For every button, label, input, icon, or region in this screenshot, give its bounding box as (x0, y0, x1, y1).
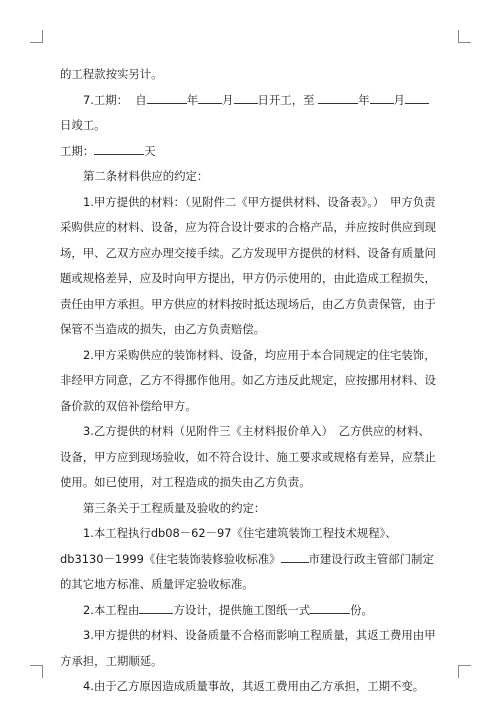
paragraph-article-2-item-3: 3.乙方提供的材料（见附件三《主材料报价单入） 乙方供应的材料、设备，甲方应到现场验收，如不符合设计、施工要求或规格有差异，应禁止使用。如已使用，对工程造成的损失由乙方负责。 (60, 424, 436, 489)
crop-mark-top-right (458, 30, 471, 43)
blank-duration-days[interactable] (94, 143, 144, 155)
blank-start-year[interactable] (147, 92, 187, 104)
paragraph-article-2-item-2: 2.甲方采购供应的装饰材料、设备，均应用于本合同规定的住宅装饰，非经甲方同意，乙方不得挪作他用。如乙方违反此规定，应按挪用材料、设备价款的双倍补偿给甲方。 (60, 347, 436, 413)
blank-copies[interactable] (310, 602, 350, 614)
crop-mark-top-left (30, 30, 43, 43)
schedule-label: 7.工期： (83, 92, 129, 107)
paragraph-duration: 工期： 天 (60, 143, 156, 158)
blank-standard[interactable] (281, 551, 309, 563)
paragraph-article-3-item-1: 1.本工程执行db08－62－97《住宅建筑装饰工程技术规程》、db3130－1999《住宅装饰装修验收标准》 市建设行政主管部门制定的其它地方标准、质量评定验收标准。 (60, 526, 434, 591)
blank-end-day[interactable] (405, 92, 429, 104)
paragraph-article-3-item-3: 3.甲方提供的材料、设备质量不合格而影响工程质量，其返工费用由甲方承担，工期顺延。 (60, 628, 436, 668)
heading-article-3: 第三条关于工程质量及验收的约定： (83, 500, 266, 515)
paragraph-article-3-item-2: 2.本工程由 方设计，提供施工图纸一式 份。 (83, 602, 373, 617)
blank-end-month[interactable] (370, 92, 394, 104)
crop-mark-bottom-right (458, 665, 471, 678)
paragraph-article-2-item-1: 1.甲方提供的材料：（见附件二《甲方提供材料、设备表》。） 甲方负责采购供应的材料、设备，应为符合设计要求的合格产品，并应按时供应到现场，甲、乙双方应办理交接手续。乙方发现甲方提供的材料、设备有质量问题或规格差异，应及时向甲方提出，甲方仍示使用的，由此造成工程损失，责任由甲方承担。甲方供应的材料按时抵达现场后，由乙方负责保管，由于保管不当造成的损失，由乙方负责赔偿。 (60, 194, 436, 336)
paragraph-schedule: 7.工期： 自 年 月 日开工，至 年 月日竣工。 (60, 88, 440, 139)
blank-start-month[interactable] (198, 92, 222, 104)
crop-mark-bottom-left (30, 665, 43, 678)
paragraph-article-3-item-4: 4.由于乙方原因造成质量事故，其返工费用由乙方承担，工期不变。 (83, 679, 425, 693)
blank-start-day[interactable] (234, 92, 258, 104)
paragraph-continued: 的工程款按实另计。 (60, 67, 163, 81)
heading-article-2: 第二条材料供应的约定： (83, 169, 209, 183)
blank-end-year[interactable] (318, 92, 358, 104)
blank-designer[interactable] (139, 602, 173, 614)
document-body (60, 62, 440, 700)
